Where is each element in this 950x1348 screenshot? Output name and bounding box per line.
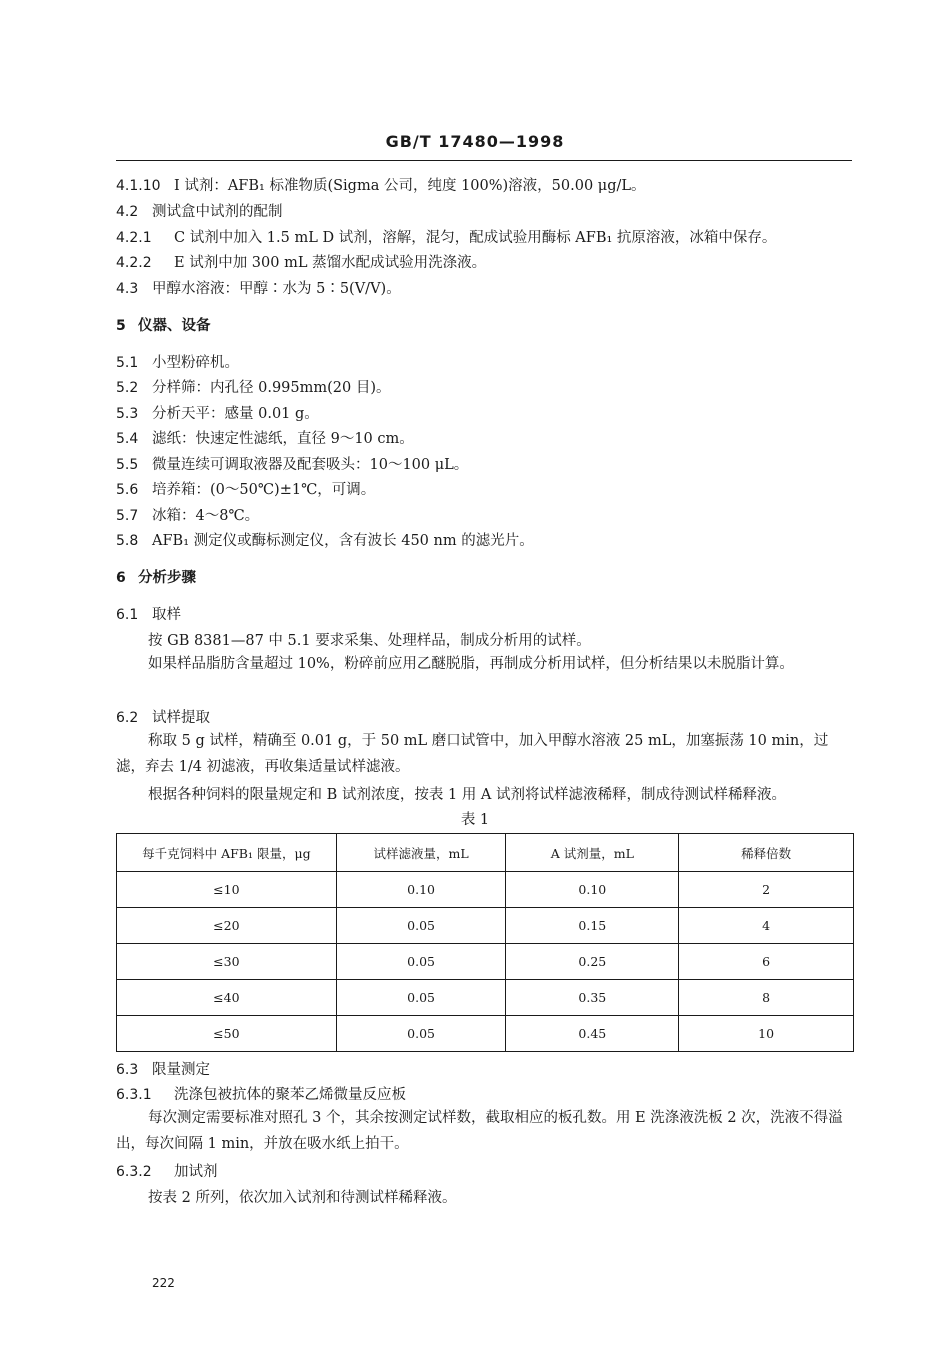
clause-number: 4.3 [116,281,139,297]
clause-text: 小型粉碎机。 [152,355,239,371]
clause-text: 测试盒中试剂的配制 [152,204,283,220]
clause-number: 4.2.1 [116,230,152,246]
clause-6-2 [116,708,210,728]
clause-number: 6.2 [116,710,139,726]
column-header: 稀释倍数 [679,834,854,872]
clause-text: I 试剂：AFB₁ 标准物质(Sigma 公司，纯度 100%)溶液，50.00 μg/L。 [174,178,646,194]
section-6-heading [116,568,196,588]
table-cell: 0.35 [506,980,679,1016]
clause-number: 6.3.1 [116,1087,152,1103]
clause-5-5 [116,455,468,475]
section-number: 5 [116,318,126,334]
table-row [117,944,854,980]
table-cell: ≤40 [117,980,337,1016]
clause-5-2 [116,378,391,398]
clause-text: 冰箱：4～8℃。 [152,508,260,524]
clause-5-3 [116,404,319,424]
clause-5-6 [116,480,375,500]
clause-5-1 [116,353,239,373]
section-5-heading [116,316,211,336]
table-cell: 0.10 [506,872,679,908]
clause-number: 5.7 [116,508,139,524]
clause-text: 加试剂 [174,1164,218,1180]
table-cell: 4 [679,908,854,944]
clause-number: 5.4 [116,431,139,447]
table-cell: 8 [679,980,854,1016]
paragraph-6-2-a: 称取 5 g 试样，精确至 0.01 g，于 50 mL 磨口试管中，加入甲醇水溶液 25 mL，加塞振荡 10 min，过滤，弃去 1/4 初滤液，再收集适量试样滤液。 [116,733,829,775]
table-cell: 0.25 [506,944,679,980]
section-title: 仪器、设备 [138,318,211,334]
paragraph-6-3-2: 按表 2 所列，依次加入试剂和待测试样稀释液。 [148,1190,457,1206]
paragraph-6-1-b: 如果样品脂肪含量超过 10%，粉碎前应用乙醚脱脂，再制成分析用试样，但分析结果以未脱脂计算。 [148,656,794,672]
table-row [117,1016,854,1052]
clause-text: E 试剂中加 300 mL 蒸馏水配成试验用洗涤液。 [174,255,487,271]
clause-number: 4.1.10 [116,178,161,194]
table-cell: ≤20 [117,908,337,944]
paragraph-6-2-b: 根据各种饲料的限量规定和 B 试剂浓度，按表 1 用 A 试剂将试样滤液稀释，制成待测试样稀释液。 [148,787,787,803]
clause-text: 微量连续可调取液器及配套吸头：10～100 μL。 [152,457,469,473]
clause-text: 滤纸：快速定性滤纸，直径 9～10 cm。 [152,431,414,447]
clause-5-8 [116,531,534,551]
table-cell: ≤50 [117,1016,337,1052]
clause-4-2-1 [116,228,776,248]
table-row [117,908,854,944]
page-number: 222 [152,1276,175,1290]
clause-6-1 [116,605,181,625]
clause-number: 5.6 [116,482,139,498]
column-header: 试样滤液量，mL [336,834,506,872]
table-1-caption: 表 1 [460,812,490,828]
clause-5-4 [116,429,414,449]
clause-text: 培养箱：(0～50℃)±1℃，可调。 [152,482,376,498]
clause-text: 洗涤包被抗体的聚苯乙烯微量反应板 [174,1087,406,1103]
table-row [117,872,854,908]
clause-number: 6.3.2 [116,1164,152,1180]
table-cell: 0.05 [336,944,506,980]
clause-text: AFB₁ 测定仪或酶标测定仪，含有波长 450 nm 的滤光片。 [152,533,534,549]
table-cell: 0.05 [336,1016,506,1052]
clause-number: 6.1 [116,607,139,623]
clause-4-3 [116,279,401,299]
table-cell: ≤30 [117,944,337,980]
table-cell: 0.05 [336,980,506,1016]
table-row [117,980,854,1016]
section-title: 分析步骤 [138,570,196,586]
table-cell: 10 [679,1016,854,1052]
clause-4-2-2 [116,253,486,273]
header-rule [116,160,852,161]
paragraph-6-1-a: 按 GB 8381—87 中 5.1 要求采集、处理样品，制成分析用的试样。 [148,633,591,649]
table-cell: 2 [679,872,854,908]
table-cell: 0.05 [336,908,506,944]
table-cell: 6 [679,944,854,980]
clause-number: 5.2 [116,380,139,396]
clause-text: 试样提取 [152,710,210,726]
clause-number: 5.1 [116,355,139,371]
clause-text: 甲醇水溶液：甲醇∶水为 5∶5(V/V)。 [152,281,401,297]
clause-number: 6.3 [116,1062,139,1078]
paragraph-6-3-1: 每次测定需要标准对照孔 3 个，其余按测定试样数，截取相应的板孔数。用 E 洗涤液洗板 2 次，洗液不得溢出，每次间隔 1 min，并放在吸水纸上拍干。 [116,1110,843,1152]
clause-6-3 [116,1060,210,1080]
column-header: 每千克饲料中 AFB₁ 限量，μg [117,834,337,872]
table-cell: 0.15 [506,908,679,944]
page-header-title: GB/T 17480—1998 [385,132,565,151]
clause-text: 分析天平：感量 0.01 g。 [152,406,319,422]
table-header-row [117,834,854,872]
clause-text: C 试剂中加入 1.5 mL D 试剂，溶解，混匀，配成试验用酶标 AFB₁ 抗原溶液，冰箱中保存。 [174,230,777,246]
clause-number: 5.3 [116,406,139,422]
clause-text: 限量测定 [152,1062,210,1078]
table-cell: 0.10 [336,872,506,908]
clause-6-3-1 [116,1085,406,1105]
table-1 [116,833,854,1052]
clause-text: 取样 [152,607,181,623]
clause-number: 5.5 [116,457,139,473]
clause-6-3-2 [116,1162,218,1182]
clause-number: 4.2.2 [116,255,152,271]
clause-number: 4.2 [116,204,139,220]
clause-number: 5.8 [116,533,139,549]
clause-4-2 [116,202,283,222]
clause-text: 分样筛：内孔径 0.995mm(20 目)。 [152,380,391,396]
clause-4-1-10 [116,176,646,196]
clause-5-7 [116,506,259,526]
section-number: 6 [116,570,126,586]
table-cell: 0.45 [506,1016,679,1052]
column-header: A 试剂量，mL [506,834,679,872]
table-cell: ≤10 [117,872,337,908]
